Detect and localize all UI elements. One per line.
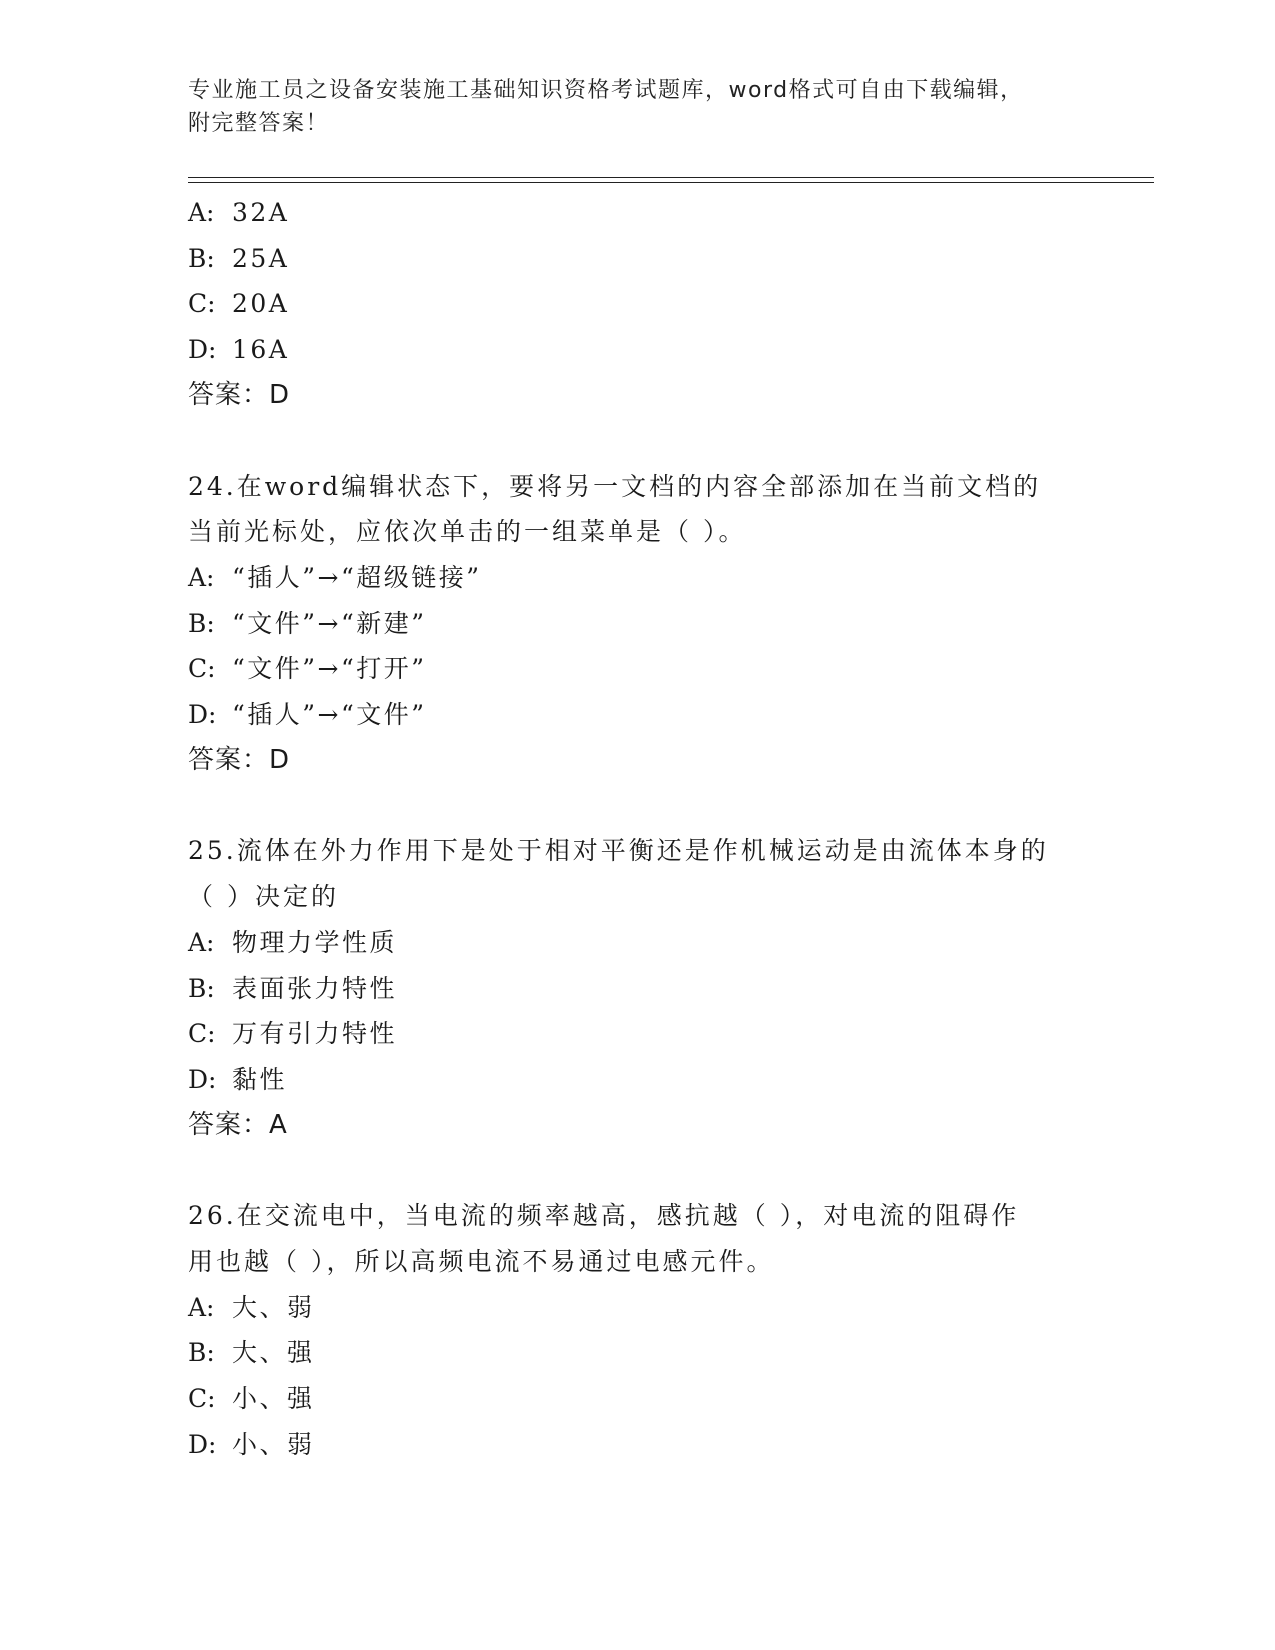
option-b — [188, 236, 1088, 282]
option-text: 表面张力特性 — [232, 973, 398, 1003]
question-stem-line-1: 24.在word编辑状态下，要将另一文档的内容全部添加在当前文档的 — [188, 471, 1042, 501]
option-key: C: — [188, 1384, 216, 1414]
option-a — [188, 190, 1088, 236]
option-key: D: — [188, 1064, 217, 1094]
option-key: B: — [188, 1338, 215, 1368]
option-b — [188, 1330, 1088, 1376]
question-stem-line-2: （ ）决定的 — [188, 882, 339, 912]
option-text: “插人”→“文件” — [232, 700, 427, 730]
option-key: C: — [188, 289, 216, 319]
option-text: 小、强 — [232, 1384, 315, 1414]
option-text: 大、强 — [232, 1338, 315, 1368]
option-b — [188, 966, 1088, 1012]
header-line-1: 专业施工员之设备安装施工基础知识资格考试题库，word格式可自由下载编辑， — [188, 78, 1024, 103]
option-d — [188, 1422, 1088, 1468]
option-text: 万有引力特性 — [232, 1019, 398, 1049]
option-c — [188, 281, 1088, 327]
option-key: D: — [188, 335, 217, 365]
option-text: “文件”→“新建” — [232, 608, 427, 638]
header-divider-bottom — [188, 182, 1154, 183]
option-d — [188, 327, 1088, 373]
option-key: D: — [188, 700, 217, 730]
option-text: 大、弱 — [232, 1292, 315, 1322]
header-divider-top — [188, 177, 1154, 178]
option-text: 物理力学性质 — [232, 927, 398, 957]
spacer — [188, 1148, 1088, 1193]
spacer — [188, 419, 1088, 464]
option-key: A: — [188, 198, 215, 227]
question-stem-line-1: 26.在交流电中，当电流的频率越高，感抗越（ ），对电流的阻碍作 — [188, 1201, 1020, 1231]
spacer — [188, 783, 1088, 828]
option-key: D: — [188, 1429, 217, 1459]
option-key: B: — [188, 608, 215, 638]
option-c — [188, 1011, 1088, 1057]
option-key: C: — [188, 654, 216, 684]
question-26 — [188, 1193, 1088, 1467]
option-text: 黏性 — [232, 1064, 288, 1094]
option-text: 小、弱 — [232, 1429, 315, 1459]
option-a — [188, 1285, 1088, 1331]
document-header — [188, 74, 1068, 140]
option-text: 20A — [232, 289, 290, 319]
question-stem-line-2: 用也越（ ），所以高频电流不易通过电感元件。 — [188, 1247, 775, 1277]
answer-line: 答案：A — [188, 1109, 288, 1140]
option-key: C: — [188, 1019, 216, 1049]
option-d — [188, 1057, 1088, 1103]
question-23 — [188, 190, 1088, 419]
option-d — [188, 692, 1088, 738]
question-24 — [188, 464, 1088, 784]
option-key: A: — [188, 927, 215, 957]
answer-line: 答案：D — [188, 379, 291, 410]
header-line-2: 附完整答案！ — [188, 111, 330, 136]
option-text: “插人”→“超级链接” — [232, 562, 482, 592]
option-key: A: — [188, 562, 215, 592]
question-25 — [188, 828, 1088, 1148]
option-b — [188, 601, 1088, 647]
option-text: 25A — [232, 243, 290, 273]
option-key: B: — [188, 973, 215, 1003]
option-text: 32A — [232, 198, 290, 227]
question-stem-line-1: 25.流体在外力作用下是处于相对平衡还是作机械运动是由流体本身的 — [188, 836, 1049, 866]
option-key: B: — [188, 243, 215, 273]
question-list — [188, 190, 1088, 1468]
option-key: A: — [188, 1292, 215, 1322]
option-c — [188, 646, 1088, 692]
option-text: 16A — [232, 335, 290, 365]
option-c — [188, 1376, 1088, 1422]
question-stem-line-2: 当前光标处，应依次单击的一组菜单是（ ）。 — [188, 517, 747, 547]
answer-line: 答案：D — [188, 744, 291, 775]
option-a — [188, 920, 1088, 966]
option-a — [188, 555, 1088, 601]
option-text: “文件”→“打开” — [232, 654, 427, 684]
